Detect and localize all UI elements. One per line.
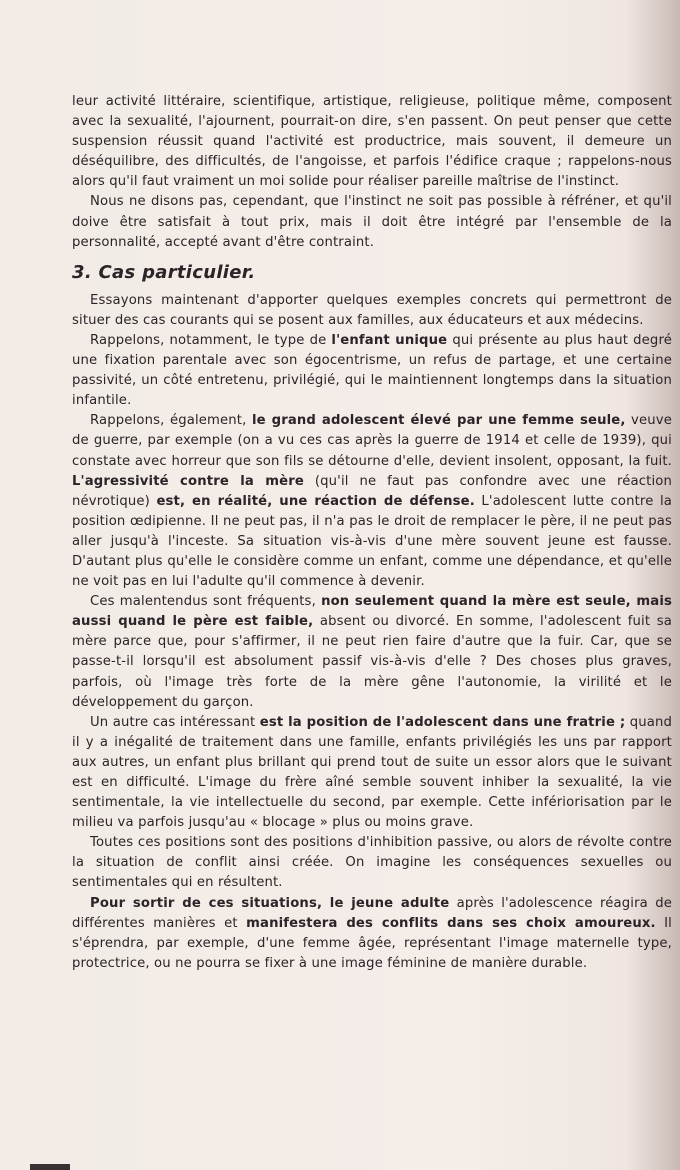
bold-span: manifestera des conflits dans ses choix amoureux. <box>246 915 656 931</box>
paragraph-only-child <box>72 331 672 411</box>
text-span: L'adolescent lutte contre la position œdipienne. Il ne peut pas, il n'a pas le droit de remplacer le père, il ne peut pas aller jusqu'à l'inceste. Sa situation vis-à-vis d'une mère souvent jeune est fausse. D'autant plus qu'elle le considère comme un enfant, comme une dépendance, et qu'elle ne voit pas en lui l'adulte qu'il commence à devenir. <box>72 493 672 590</box>
text-span: Il s'éprendra, par exemple, d'une femme âgée, représentant l'image maternelle type, protectrice, ou ne pourra se fixer à une image féminine de manière durable. <box>72 915 672 971</box>
text-span: veuve de guerre, par exemple (on a vu ces cas après la guerre de 1914 et celle de 1939), qui constate avec horreur que son fils se détourne d'elle, devient insolent, opposant, la fuit. <box>72 413 672 469</box>
paragraph-inhibition: Toutes ces positions sont des positions d'inhibition passive, ou alors de révolte contre la situation de conflit ainsi créée. On imagine les conséquences sexuelles ou sentimentales qui en résultent. <box>72 835 672 891</box>
text-span: qui présente au plus haut degré une fixation parentale avec son égocentrisme, un refus de partage, et une certaine passivité, un côté entretenu, privilégié, qui le maintiennent longtemps dans la situation infantile. <box>72 332 672 409</box>
text-span: (qu'il ne faut pas confondre avec une réaction névrotique) <box>72 473 672 509</box>
bold-span: est, en réalité, une réaction de défense. <box>156 493 475 509</box>
paragraph-examples: Essayons maintenant d'apporter quelques exemples concrets qui permettront de situer des cas courants qui se posent aux familles, aux éducateurs et aux médecins. <box>72 292 672 328</box>
paragraph-young-adult <box>72 894 672 974</box>
bold-span: l'enfant unique <box>331 332 448 348</box>
text-span: Un autre cas intéressant <box>90 714 260 730</box>
bold-span: le grand adolescent élevé par une femme seule, <box>251 413 626 429</box>
paragraph-single-mother <box>72 411 672 592</box>
text-span: quand il y a inégalité de traitement dans une famille, enfants privilégiés les uns par rapport aux autres, un enfant plus brillant qui prend tout de suite un essor alors que le suivant est en difficulté. L'image du frère aîné semble souvent inhiber la sexualité, la vie sentimentale, la vie intellectuelle du second, par exemple. Cette infériorisation par le milieu va parfois jusqu'au « blocage » plus ou moins grave. <box>72 714 672 831</box>
bold-span: Pour sortir de ces situations, le jeune adulte <box>90 895 450 911</box>
page-content <box>72 92 672 974</box>
bold-span: non seulement quand la mère est seule, mais aussi quand le père est faible, <box>72 594 672 630</box>
bold-span: L'agressivité contre la mère <box>72 473 304 489</box>
text-span: Ces malentendus sont fréquents, <box>90 594 322 610</box>
paragraph-intro-2: Nous ne disons pas, cependant, que l'instinct ne soit pas possible à réfréner, et qu'il doive être satisfait à tout prix, mais il doit être intégré par l'ensemble de la personnalité, accepté avant d'être contraint. <box>72 194 672 250</box>
text-span: absent ou divorcé. En somme, l'adolescent fuit sa mère parce que, pour s'affirmer, il ne peut rien faire d'autre que la fuir. Car, que se passe-t-il lorsqu'il est absolument passif vis-à-vis d'elle ? Des choses plus graves, parfois, où l'image très forte de la mère gêne l'autonomie, la virilité et le développement du garçon. <box>72 614 672 710</box>
text-span: Rappelons, notamment, le type de <box>90 332 332 348</box>
text-span: Rappelons, également, <box>90 413 252 429</box>
paragraph-intro-1: leur activité littéraire, scientifique, artistique, religieuse, politique même, composent avec la sexualité, l'ajournent, pourrait-on dire, s'en passent. On peut penser que cette suspension réussit quand l'activité est productrice, mais souvent, il demeure un déséquilibre, des difficultés, de l'angoisse, et parfois l'édifice craque ; rappelons-nous alors qu'il faut vraiment un moi solide pour réaliser pareille maîtrise de l'instinct. <box>72 94 672 190</box>
text-span: après l'adolescence réagira de différentes manières et <box>72 895 672 931</box>
paragraph-siblings <box>72 713 672 834</box>
paragraph-misunderstandings <box>72 592 672 713</box>
section-title: 3. Cas particulier. <box>72 261 256 283</box>
bold-span: est la position de l'adolescent dans une fratrie ; <box>259 714 626 730</box>
page-number-fragment <box>30 1164 70 1170</box>
